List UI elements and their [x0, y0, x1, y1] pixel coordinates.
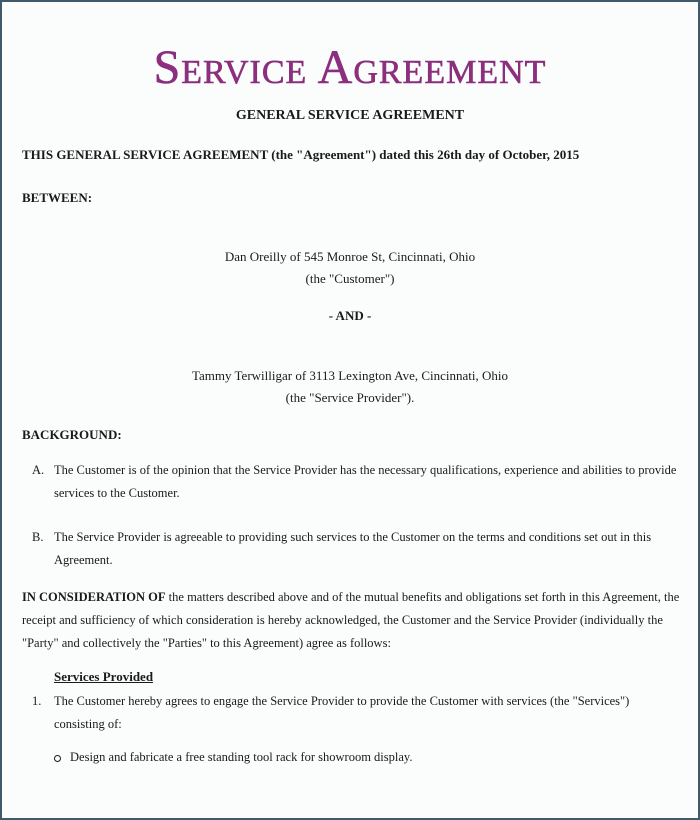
- bullet-circle-icon: [54, 755, 61, 762]
- background-item: [32, 526, 678, 572]
- customer-name-address: Dan Oreilly of 545 Monroe St, Cincinnati, Ohio: [224, 249, 476, 264]
- list-marker: B.: [32, 530, 44, 544]
- services-bullet: [54, 750, 412, 765]
- provider-name-address: Tammy Terwilligar of 3113 Lexington Ave, Cincinnati, Ohio: [191, 368, 509, 383]
- background-item-text: The Customer is of the opinion that the Service Provider has the necessary qualifications, experience and abilities to provide services to the Customer.: [54, 463, 677, 500]
- services-item-text: The Customer hereby agrees to engage the Service Provider to provide the Customer with services (the "Services") consisting of:: [54, 694, 630, 731]
- background-heading: BACKGROUND:: [22, 427, 122, 442]
- services-bullet-text: Design and fabricate a free standing tool rack for showroom display.: [70, 750, 413, 764]
- list-marker: A.: [32, 463, 45, 477]
- background-item: [32, 459, 678, 505]
- provider-label: (the "Service Provider").: [285, 390, 415, 405]
- consideration-text: the matters described above and of the mutual benefits and obligations set forth in this Agreement, the receipt and sufficiency of which consideration is hereby acknowledged, the Customer and the Service Provider (individually the "Party" and collectively the "Parties" to this Agreement) agree as follows:: [22, 590, 680, 650]
- document-subtitle: GENERAL SERVICE AGREEMENT: [235, 108, 465, 123]
- background-item-text: The Service Provider is agreeable to providing such services to the Customer on the terms and conditions set out in this Agreement.: [54, 530, 652, 567]
- list-marker: 1.: [32, 694, 42, 708]
- customer-block: [2, 246, 698, 290]
- between-heading: BETWEEN:: [22, 190, 93, 205]
- and-separator: - AND -: [328, 308, 372, 323]
- services-item: [32, 690, 658, 736]
- consideration-lead: IN CONSIDERATION OF: [22, 590, 166, 604]
- services-heading: Services Provided: [54, 669, 154, 684]
- provider-block: [2, 365, 698, 409]
- agreement-intro: THIS GENERAL SERVICE AGREEMENT (the "Agreement") dated this 26th day of October, 2015: [22, 147, 580, 162]
- consideration-paragraph: [22, 586, 680, 655]
- document-title: Service Agreement: [153, 41, 547, 94]
- customer-label: (the "Customer"): [305, 271, 395, 286]
